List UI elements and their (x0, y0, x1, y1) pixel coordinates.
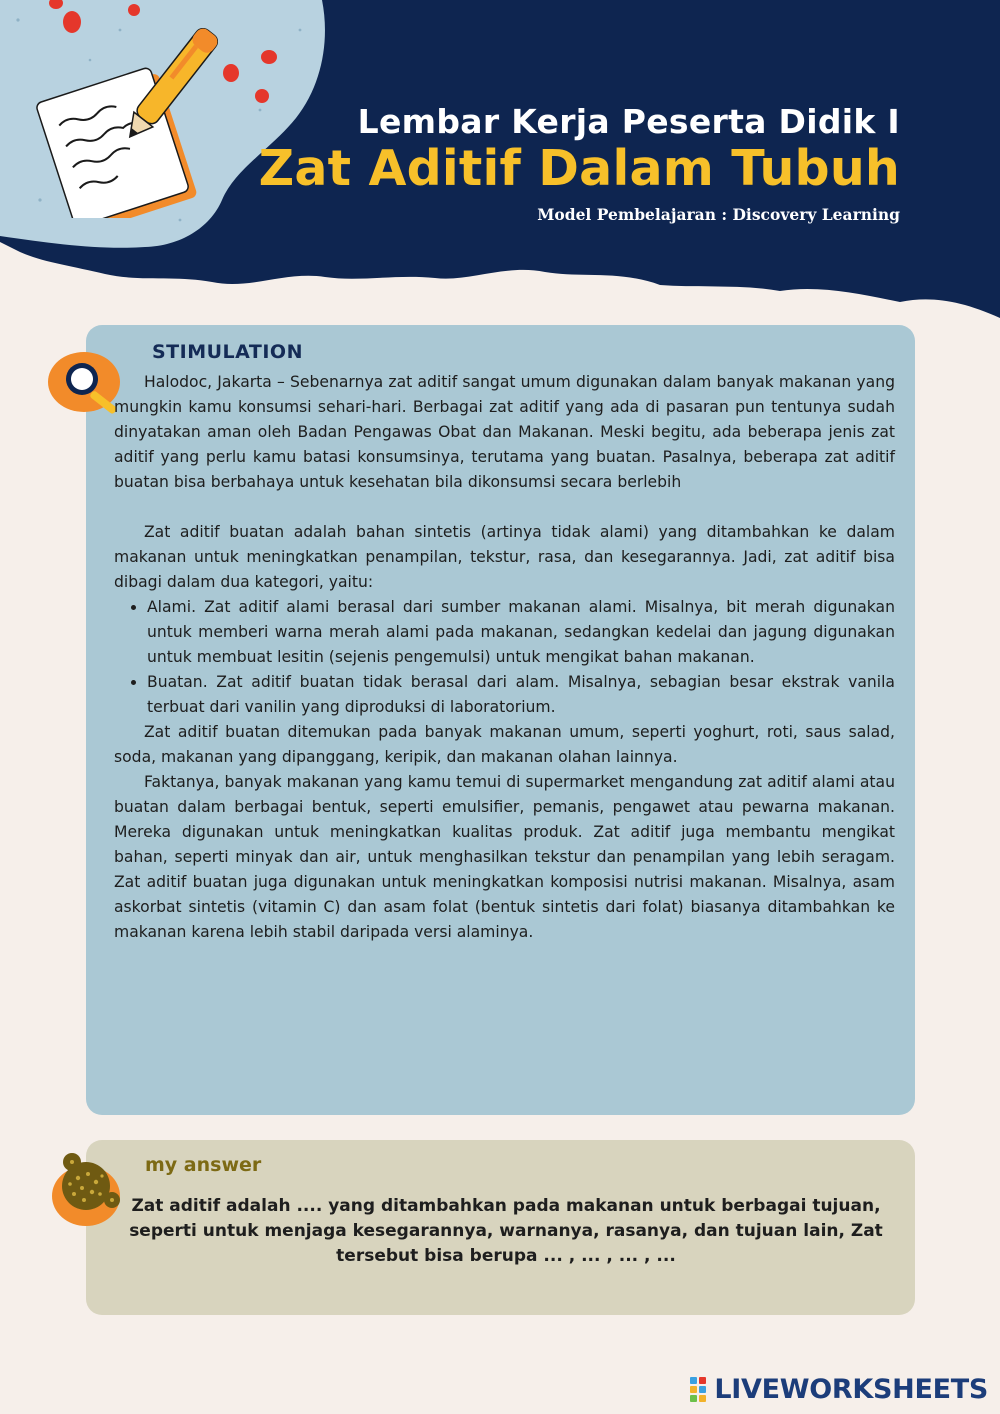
answer-heading: my answer (145, 1154, 262, 1176)
liveworksheets-logo-icon (690, 1377, 714, 1403)
stimulation-text (114, 370, 895, 945)
stimulation-heading: STIMULATION (152, 341, 303, 363)
liveworksheets-logo-text: LIVEWORKSHEETS (714, 1374, 988, 1405)
stimulation-paragraph: Halodoc, Jakarta – Sebenarnya zat aditif sangat umum digunakan dalam banyak makanan yang mungkin kamu konsumsi sehari-hari. Berbagai zat aditif yang ada di pasaran pun tentunya sudah dinyatakan aman oleh Badan Pengawas Obat dan Makanan. Meski begitu, ada beberapa jenis zat aditif yang perlu kamu batasi konsumsinya, terutama yang buatan. Pasalnya, beberapa zat aditif buatan bisa berbahaya untuk kesehatan bila dikonsumsi secara berlebih (114, 373, 895, 491)
list-item: • Buatan. Zat aditif buatan tidak berasal dari alam. Misalnya, sebagian besar ekstrak vanila terbuat dari vanilin yang diproduksi di laboratorium. (147, 670, 895, 720)
notepad-pen-icon (28, 28, 218, 218)
header-banner (0, 0, 1000, 320)
answer-prompt: Zat aditif adalah .... yang ditambahkan pada makanan untuk berbagai tujuan, seperti untuk menjaga kesegarannya, warnanya, rasanya, dan tujuan lain, Zat tersebut bisa berupa ... , ... , ... , ... (129, 1196, 883, 1266)
worksheet-title: Lembar Kerja Peserta Didik I (357, 102, 900, 141)
list-item: • Alami. Zat aditif alami berasal dari sumber makanan alami. Misalnya, bit merah digunakan untuk memberi warna merah alami pada makanan, sedangkan kedelai dan jagung digunakan untuk membuat lesitin (sejenis pengemulsi) untuk mengikat bahan makanan. (147, 595, 895, 670)
stimulation-paragraph: Zat aditif buatan ditemukan pada banyak makanan umum, seperti yoghurt, roti, saus salad, soda, makanan yang dipanggang, keripik, dan makanan olahan lainnya. (114, 723, 895, 766)
liveworksheets-logo (690, 1374, 988, 1405)
worksheet-topic: Zat Aditif Dalam Tubuh (258, 140, 900, 197)
stimulation-paragraph: Zat aditif buatan adalah bahan sintetis (artinya tidak alami) yang ditambahkan ke dalam makanan untuk meningkatkan penampilan, tekstur, rasa, dan kesegarannya. Jadi, zat aditif bisa dibagi dalam dua kategori, yaitu: (114, 523, 895, 591)
additive-category-list (114, 595, 895, 720)
stimulation-paragraph: Faktanya, banyak makanan yang kamu temui di supermarket mengandung zat aditif alami atau buatan dalam berbagai bentuk, seperti emulsifier, pemanis, pengawet atau pewarna makanan. Mereka digunakan untuk meningkatkan kualitas produk. Zat aditif juga membantu mengikat bahan, seperti minyak dan air, untuk menghasilkan tekstur dan penampilan yang lebih seragam. Zat aditif buatan juga digunakan untuk meningkatkan komposisi nutrisi makanan. Misalnya, asam askorbat sintetis (vitamin C) dan asam folat (bentuk sintetis dari folat) biasanya ditambahkan ke makanan karena lebih stabil daripada versi alaminya. (114, 773, 895, 941)
learning-model: Model Pembelajaran : Discovery Learning (537, 205, 900, 224)
